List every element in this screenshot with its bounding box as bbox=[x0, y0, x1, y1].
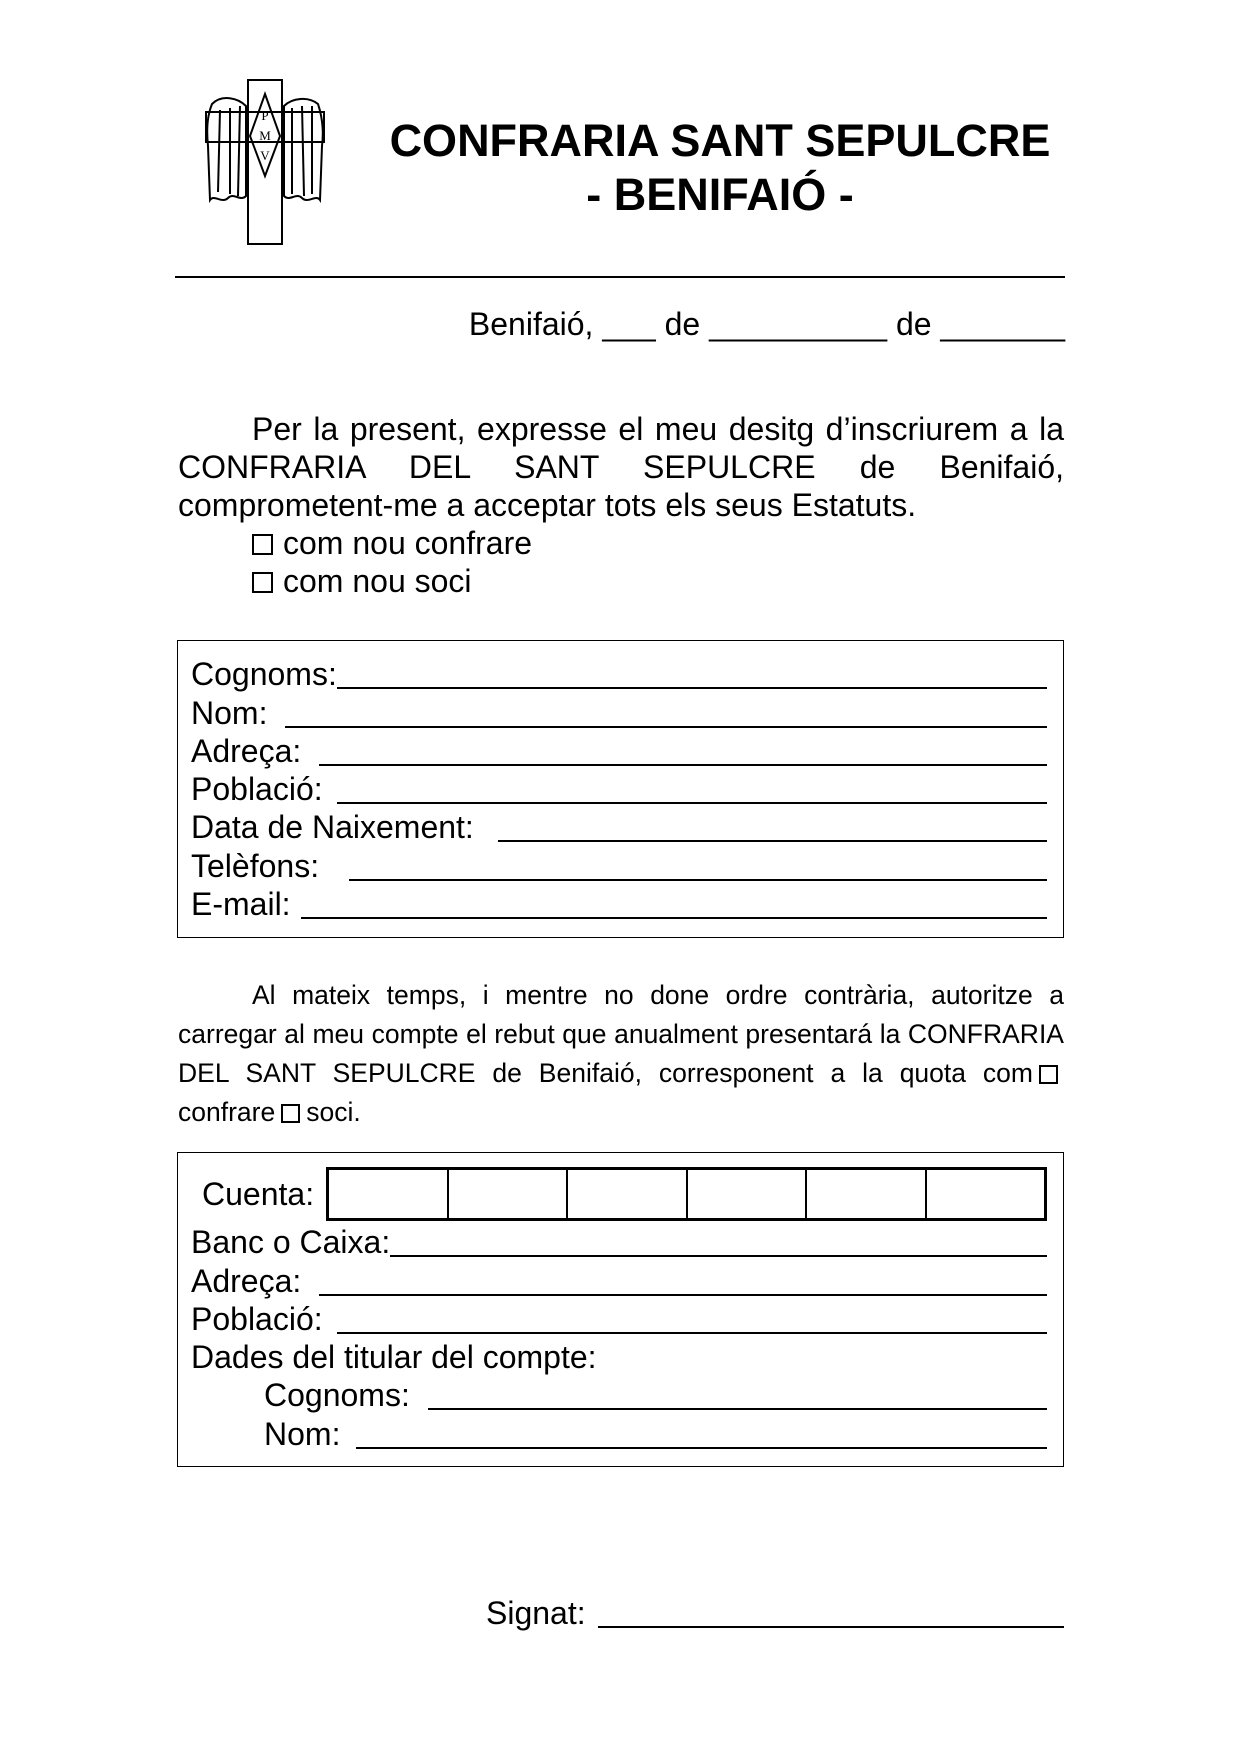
naixement-label: Data de Naixement: bbox=[191, 809, 474, 846]
cognoms-input-line[interactable] bbox=[337, 687, 1047, 689]
titular-nom-label: Nom: bbox=[264, 1415, 341, 1452]
signature-field[interactable] bbox=[486, 1594, 1064, 1632]
signature-label: Signat: bbox=[486, 1595, 586, 1631]
email-label: E-mail: bbox=[191, 886, 291, 923]
nom-label: Nom: bbox=[191, 694, 268, 731]
titular-nom-input-line[interactable] bbox=[356, 1447, 1047, 1449]
bank-adreca-input-line[interactable] bbox=[319, 1294, 1047, 1296]
bank-poblacio-label: Població: bbox=[191, 1300, 323, 1337]
bank-poblacio-field[interactable] bbox=[191, 1300, 1047, 1338]
svg-text:P: P bbox=[261, 108, 269, 123]
naixement-input-line[interactable] bbox=[498, 840, 1047, 842]
email-input-line[interactable] bbox=[301, 917, 1047, 919]
account-cell[interactable] bbox=[329, 1170, 448, 1218]
bank-data-box bbox=[177, 1152, 1064, 1467]
titular-cognoms-label: Cognoms: bbox=[264, 1377, 410, 1414]
signature-line[interactable] bbox=[598, 1626, 1064, 1628]
intro-paragraph: Per la present, expresse el meu desitg d’inscriurem a la CONFRARIA DEL SANT SEPULCRE de Benifaió, comprometent-me a acceptar tots els seus Estatuts. bbox=[178, 411, 1064, 523]
bank-adreca-field[interactable] bbox=[191, 1261, 1047, 1299]
naixement-field[interactable] bbox=[191, 808, 1047, 846]
option-confrare-label: com nou confrare bbox=[283, 525, 533, 561]
banc-label: Banc o Caixa: bbox=[191, 1224, 391, 1261]
titular-cognoms-field[interactable] bbox=[191, 1376, 1047, 1414]
telefons-label: Telèfons: bbox=[191, 847, 320, 884]
option-confrare[interactable] bbox=[178, 524, 1064, 562]
option-soci[interactable] bbox=[178, 562, 1064, 600]
intro-section bbox=[178, 410, 1064, 600]
date-line[interactable]: Benifaió, ___ de __________ de _______ bbox=[468, 306, 1065, 342]
checkbox-icon[interactable] bbox=[281, 1104, 300, 1123]
titular-nom-field[interactable] bbox=[191, 1414, 1047, 1452]
cuenta-field[interactable] bbox=[191, 1167, 1047, 1221]
account-cell[interactable] bbox=[688, 1170, 807, 1218]
adreca-input-line[interactable] bbox=[319, 764, 1047, 766]
titular-cognoms-input-line[interactable] bbox=[428, 1408, 1047, 1410]
banc-input-line[interactable] bbox=[390, 1255, 1047, 1257]
header-divider bbox=[175, 276, 1065, 278]
quota-confrare-label: confrare bbox=[178, 1097, 276, 1127]
telefons-input-line[interactable] bbox=[349, 879, 1047, 881]
cuenta-label: Cuenta: bbox=[202, 1175, 315, 1212]
account-cell[interactable] bbox=[568, 1170, 687, 1218]
svg-text:V: V bbox=[260, 148, 270, 163]
cross-with-shroud-logo-icon bbox=[200, 76, 330, 248]
account-cell[interactable] bbox=[449, 1170, 568, 1218]
personal-data-box bbox=[177, 640, 1064, 938]
nom-field[interactable] bbox=[191, 693, 1047, 731]
cognoms-field[interactable] bbox=[191, 655, 1047, 693]
poblacio-input-line[interactable] bbox=[337, 802, 1047, 804]
adreca-field[interactable] bbox=[191, 732, 1047, 770]
authorization-paragraph bbox=[178, 976, 1064, 1132]
checkbox-icon[interactable] bbox=[252, 534, 273, 555]
checkbox-icon[interactable] bbox=[252, 572, 273, 593]
email-field[interactable] bbox=[191, 885, 1047, 923]
poblacio-label: Població: bbox=[191, 771, 323, 808]
nom-input-line[interactable] bbox=[285, 726, 1047, 728]
bank-poblacio-input-line[interactable] bbox=[337, 1332, 1047, 1334]
poblacio-field[interactable] bbox=[191, 770, 1047, 808]
banc-field[interactable] bbox=[191, 1223, 1047, 1261]
quota-soci-label: soci. bbox=[306, 1097, 361, 1127]
telefons-field[interactable] bbox=[191, 846, 1047, 884]
svg-text:M: M bbox=[259, 128, 271, 143]
bank-adreca-label: Adreça: bbox=[191, 1262, 302, 1299]
checkbox-icon[interactable] bbox=[1039, 1065, 1058, 1084]
account-number-cells[interactable] bbox=[326, 1167, 1047, 1221]
account-cell[interactable] bbox=[927, 1170, 1044, 1218]
title-line-1: CONFRARIA SANT SEPULCRE bbox=[389, 115, 1051, 166]
titular-label: Dades del titular del compte: bbox=[191, 1339, 597, 1376]
option-soci-label: com nou soci bbox=[283, 563, 472, 599]
titular-heading bbox=[191, 1338, 1047, 1376]
page-title bbox=[370, 114, 1070, 222]
authorization-text: Al mateix temps, i mentre no done ordre contrària, autoritze a carregar al meu compte el rebut que anualment presentará la CONFRARIA DEL SANT SEPULCRE de Benifaió, corresponent a la quota com bbox=[178, 980, 1064, 1088]
title-line-2: - BENIFAIÓ - bbox=[586, 169, 854, 220]
adreca-label: Adreça: bbox=[191, 732, 302, 769]
account-cell[interactable] bbox=[807, 1170, 926, 1218]
cognoms-label: Cognoms: bbox=[191, 656, 337, 693]
